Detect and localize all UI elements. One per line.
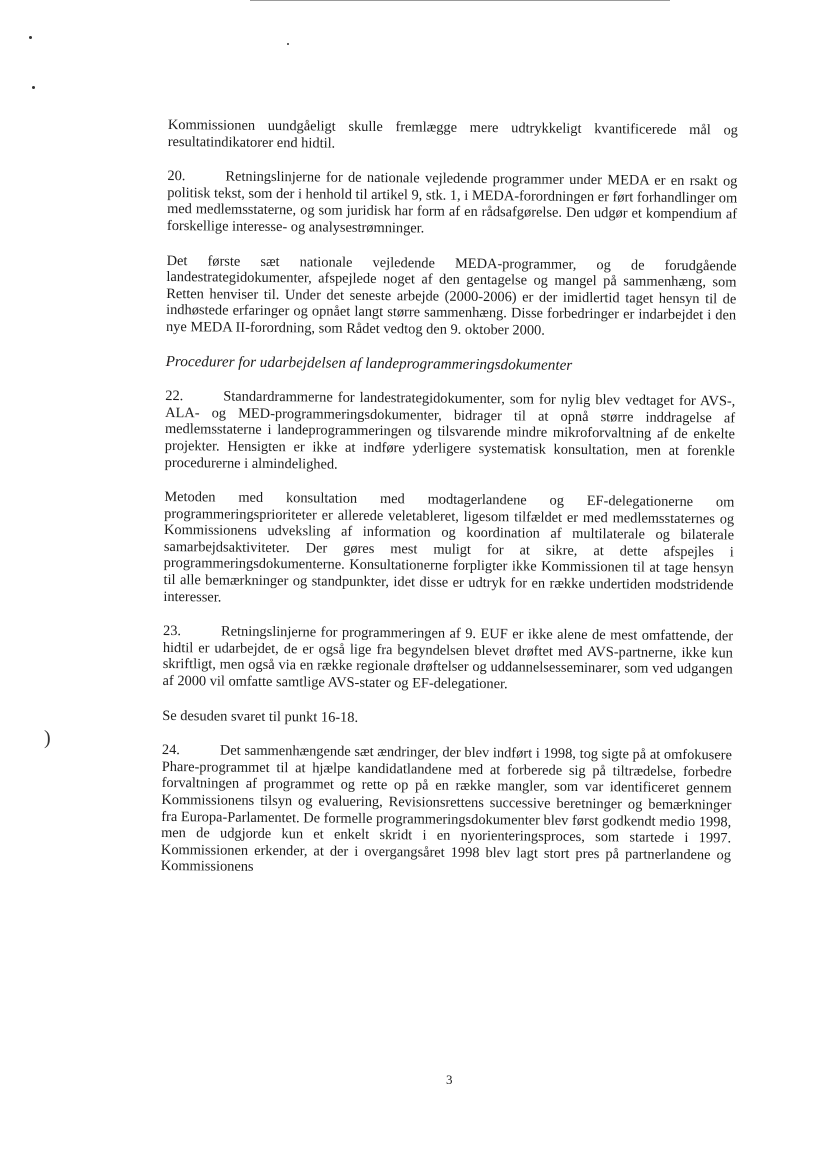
paragraph-text: Se desuden svaret til punkt 16-18. (162, 707, 359, 726)
page-number: 3 (446, 1072, 453, 1087)
paragraph-number: 24. (161, 742, 180, 759)
scan-speck (287, 43, 289, 45)
paragraph-numbered (163, 623, 734, 695)
paragraph-text: Det sammenhængende sæt ændringer, der blev indført i 1998, tog sigte på at omfokusere Phare-programmet til at hjælpe kandidatlandene med at forberede sig på tiltrædelse, forbedre forvaltningen af programmet og rette op på en række mangler, som var identificeret gennem Kommissionens tilsyn og evaluering, Revisionsrettens successive beretninger og bemærkninger fra Europa-Parlamentet. De formelle programmeringsdokumenter blev først godkendt medio 1998, men de udgjorde kun et enkelt skridt i en nyorienteringsproces, som startede i 1997. Kommissionen erkender, at der i overgangsåret 1998 blev lagt stort pres på partnerlandene og Kommissionens (160, 742, 732, 876)
paragraph (162, 708, 732, 730)
top-edge-line (250, 0, 670, 1)
paragraph-text: Retningslinjerne for de nationale vejledende programmer under MEDA er en rsakt og politisk tekst, som der i henhold til artikel 9, stk. 1, i MEDA-forordningen er ført forhandlinger om med medlemsstaterne, og som juridisk har form af en rådsafgørelse. Den udgør et kompendium af forskellige interesse- og analysestrømninger. (166, 168, 738, 237)
paragraph-number: 23. (162, 623, 182, 640)
paragraph-text: Retningslinjerne for programmeringen af 9. EUF er ikke alene de mest omfattende, der hidtil er udarbejdet, de er også lige fra begyndelsen blevet drøftet med AVS-partnerne, ikke kun skriftligt, men også via en række regionale drøftelser og uddannelsesseminarer, som ved udgangen af 2000 vil omfatte samtlige AVS-stater og EF-delegationer. (162, 623, 734, 693)
scan-speck (32, 86, 35, 89)
paragraph-number: 20. (167, 168, 186, 185)
paragraph (163, 489, 734, 611)
paragraph-numbered (161, 742, 732, 880)
scan-speck (29, 36, 32, 39)
paragraph-numbered (165, 388, 736, 476)
paragraph (168, 117, 738, 156)
paragraph-numbered (167, 168, 738, 240)
paragraph (166, 253, 737, 341)
scan-artifact-bracket: ) (44, 727, 51, 749)
main-text (161, 117, 738, 898)
paragraph-text: Kommissionen uundgåeligt skulle fremlægge mere udtrykkeligt kvantificerede mål og resultatindikatorer end hidtil. (167, 117, 738, 152)
paragraph-text: Metoden med konsultation med modtagerlandene og EF-delegationerne om programmeringsprioriteter er allerede veletableret, ligesom tilfældet er med medlemsstaternes og Kommissionens udveksling af information og koordination af multilaterale og bilaterale samarbejdsaktiviteter. Der gøres mest muligt for at sikre, at dette afspejles i programmeringsdokumenterne. Konsultationerne forpligter ikke Kommissionen til at tage hensyn til alle bemærkninger og standpunkter, idet disse er udtryk for en række undertiden modstridende interesser. (163, 489, 735, 606)
section-heading-text: Procedurer for udarbejdelsen af landeprogrammeringsdokumenter (165, 352, 573, 374)
paragraph-text: Standardrammerne for landestrategidokumenter, som for nylig blev vedtaget for AVS-, ALA- og MED-programmeringsdokumenter, bidrager til at opnå større inddragelse af medlemsstaterne i landeprogrammeringen og tilsvarende mindre mikroforvaltning af de enkelte projekter. Hensigten er ikke at indføre yderligere systematisk konsultation, men at forenkle procedurerne i almindelighed. (164, 388, 736, 473)
paragraph-text: Det første sæt nationale vejledende MEDA-programmer, og de forudgående landestrategidokumenter, afspejlede noget af den gentagelse og mangel på sammenhæng, som Retten henviser til. Under det seneste arbejde (2000-2006) er der imidlertid taget hensyn til de indhøstede erfaringer og opnået langt større sammenhæng. Disse forbedringer er indarbejdet i den nye MEDA II-forordning, som Rådet vedtog den 9. oktober 2000. (165, 252, 737, 339)
paragraph-number: 22. (165, 388, 184, 405)
section-heading (166, 354, 736, 376)
